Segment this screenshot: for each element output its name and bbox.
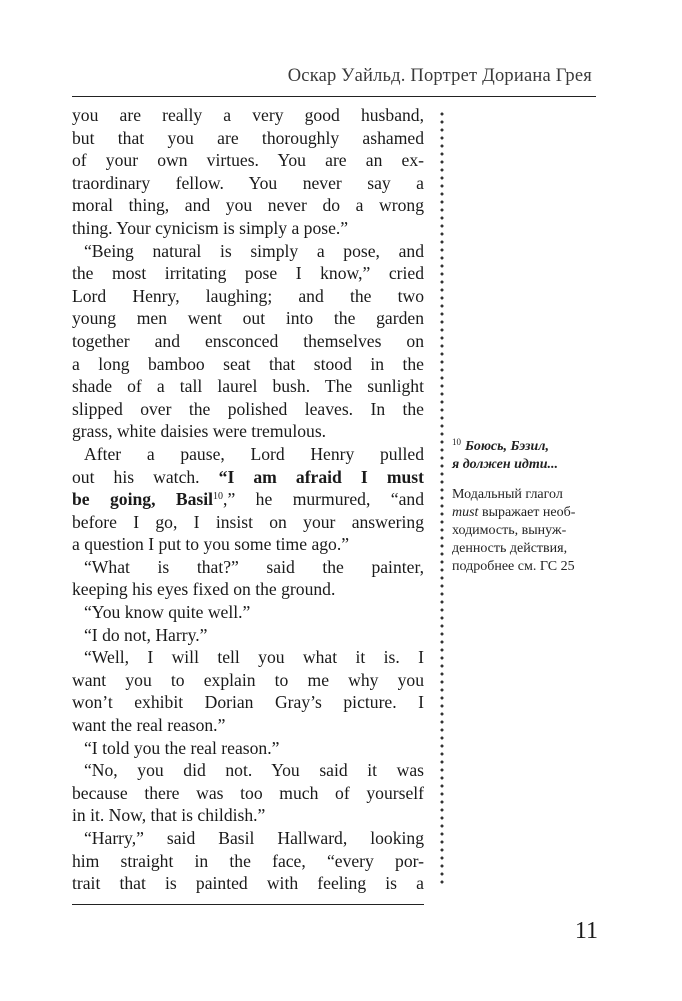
text-line: a long bamboo seat that stood in the [72,353,424,374]
text-line: him straight in the face, “every por- [72,850,424,871]
margin-footnote [452,438,602,576]
text-line: After a pause, Lord Henry pulled [84,443,424,464]
footnote-text: ходимость, вынуж- [452,523,567,538]
text-line: trait that is painted with feeling is a [72,873,424,894]
text-line: before I go, I insist on your answering [72,511,424,532]
bold-quote: be going, Basil [72,489,214,510]
bottom-rule [72,904,424,905]
text-line: “What is that?” said the painter, [84,556,424,577]
text-line: together and ensconced themselves on [72,330,424,351]
running-header-title: Оскар Уайльд. Портрет Дориана Грея [287,66,592,86]
footnote-body [452,486,602,576]
text-line: grass, white daisies were tremulous. [72,421,327,442]
footnote-text: денность действия, [452,541,568,556]
footnote-text: выражает необ- [481,505,576,520]
text-line: the most irritating pose I know,” cried [72,263,424,284]
footnote-number: 10 [452,437,461,447]
text-line: keeping his eyes fixed on the ground. [72,579,336,600]
text-line: young men went out into the garden [72,308,424,329]
footnote-ref[interactable]: 10 [213,491,224,503]
text-line: because there was too much of yourself [72,782,424,803]
text-line: “Harry,” said Basil Hallward, looking [84,828,424,848]
text-line: slipped over the polished leaves. In the [72,398,424,419]
footnote-heading-line: я должен идти... [452,457,559,472]
text-line-with-bold [72,466,424,489]
text-line: but that you are thoroughly ashamed [72,127,424,148]
margin-dotted-divider [440,110,444,888]
text-line: “I do not, Harry.” [84,624,208,645]
text-line: you are really a very good husband, [72,105,424,125]
text-line: “Being natural is simply a pose, and [84,240,424,261]
footnote-text: Модальный глагол [452,487,563,502]
text-line: “You know quite well.” [84,602,251,623]
text-line: “Well, I will tell you what it is. I [84,647,424,668]
page-number: 11 [574,918,598,944]
text-segment: ,” he murmured, “and [223,489,424,510]
text-line: a question I put to you some time ago.” [72,534,350,555]
text-line: “No, you did not. You said it was [84,760,424,781]
text-line: want you to explain to me why you [72,669,424,690]
text-line: “I told you the real reason.” [84,737,280,758]
text-line: Lord Henry, laughing; and the two [72,285,424,306]
footnote-text: подробнее см. ГС 25 [452,559,575,574]
text-line: of your own virtues. You are an ex- [72,150,424,171]
text-line: want the real reason.” [72,715,226,736]
text-line: moral thing, and you never do a wrong [72,195,424,216]
bold-quote: “I am afraid I must [218,466,424,487]
text-line: thing. Your cynicism is simply a pose.” [72,217,349,238]
text-line: won’t exhibit Dorian Gray’s picture. I [72,692,424,713]
main-text-column [72,104,424,895]
footnote-term: must [452,505,479,520]
text-line-with-footnote-ref [72,488,424,511]
footnote-heading-line: Боюсь, Бэзил, [465,439,549,454]
text-segment: out his watch. [72,466,200,487]
text-line: in it. Now, that is childish.” [72,805,266,826]
text-line: traordinary fellow. You never say a [72,172,424,193]
footnote-heading [452,438,602,474]
running-header [72,62,596,97]
text-line: shade of a tall laurel bush. The sunlight [72,376,424,397]
